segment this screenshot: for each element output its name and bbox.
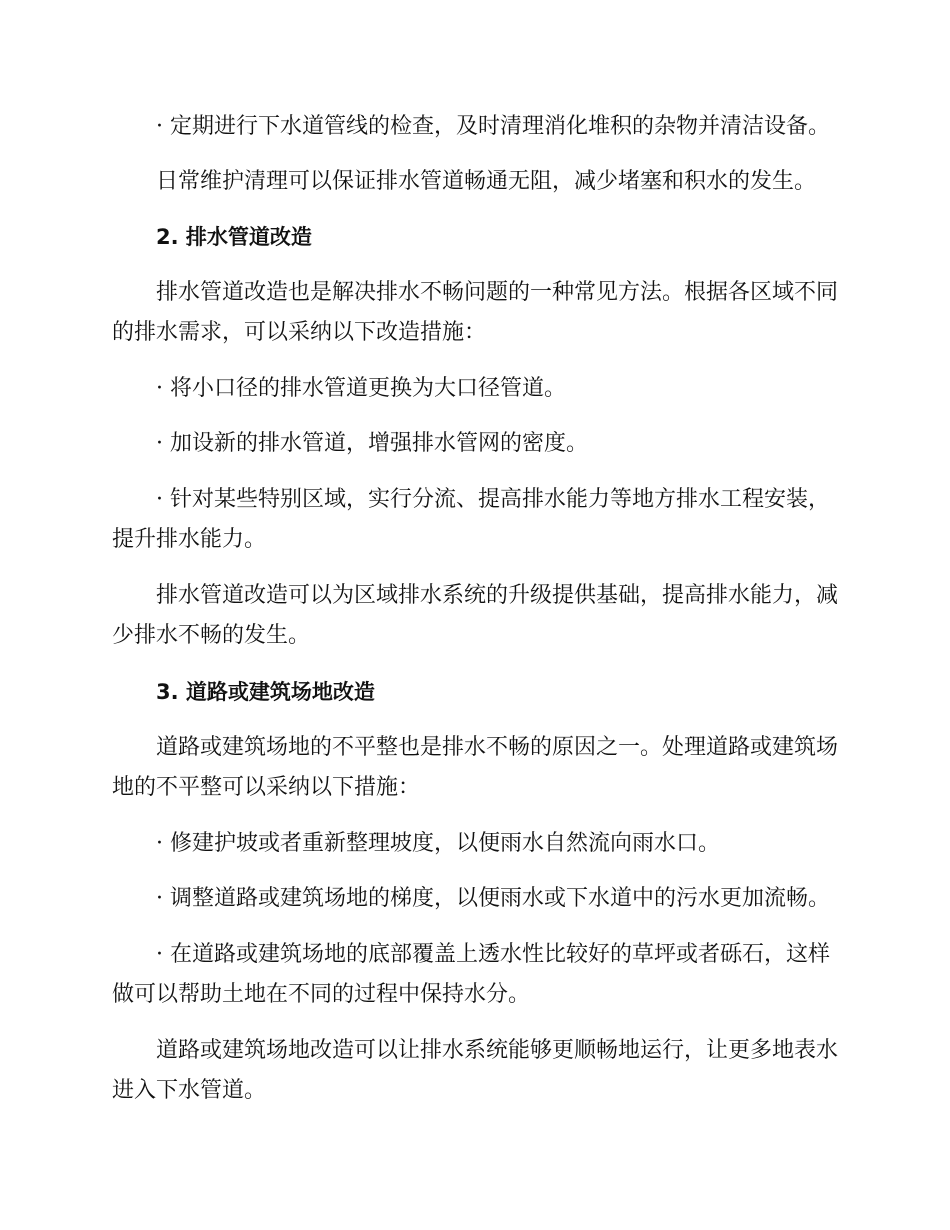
paragraph-road-renovation-line1: 道路或建筑场地的不平整也是排水不畅的原因之一。处理道路或建筑场 (156, 735, 839, 760)
bullet-special-areas-line1: · 针对某些特别区域，实行分流、提高排水能力等地方排水工程安装， (156, 487, 830, 512)
section-heading-pipe-renovation: 2. 排水管道改造 (156, 225, 312, 249)
paragraph-pipe-renovation-line1: 排水管道改造也是解决排水不畅问题的一种常见方法。根据各区域不同 (156, 280, 839, 305)
bullet-permeable-cover-line1: · 在道路或建筑场地的底部覆盖上透水性比较好的草坪或者砾石，这样 (156, 942, 830, 967)
paragraph-pipe-renovation-line2: 的排水需求，可以采纳以下改造措施： (112, 320, 487, 345)
paragraph-road-renovation-line2: 地的不平整可以采纳以下措施： (112, 775, 421, 800)
paragraph-maintenance-summary: 日常维护清理可以保证排水管道畅通无阻，减少堵塞和积水的发生。 (156, 169, 817, 194)
bullet-permeable-cover-line2: 做可以帮助土地在不同的过程中保持水分。 (112, 982, 531, 1007)
bullet-adjust-gradient: · 调整道路或建筑场地的梯度，以便雨水或下水道中的污水更加流畅。 (156, 886, 830, 911)
section-heading-road-renovation: 3. 道路或建筑场地改造 (156, 680, 375, 704)
paragraph-pipe-summary-line1: 排水管道改造可以为区域排水系统的升级提供基础，提高排水能力，减 (156, 583, 839, 608)
bullet-slope-protection: · 修建护坡或者重新整理坡度，以便雨水自然流向雨水口。 (156, 831, 720, 856)
bullet-inspect-sewer: · 定期进行下水道管线的检查，及时清理消化堆积的杂物并清洁设备。 (156, 114, 830, 139)
paragraph-road-summary-line1: 道路或建筑场地改造可以让排水系统能够更顺畅地运行，让更多地表水 (156, 1038, 839, 1063)
bullet-add-pipe: · 加设新的排水管道，增强排水管网的密度。 (156, 431, 588, 456)
paragraph-pipe-summary-line2: 少排水不畅的发生。 (112, 623, 311, 648)
paragraph-road-summary-line2: 进入下水管道。 (112, 1078, 267, 1103)
bullet-replace-pipe: · 将小口径的排水管道更换为大口径管道。 (156, 376, 566, 401)
bullet-special-areas-line2: 提升排水能力。 (112, 527, 267, 552)
